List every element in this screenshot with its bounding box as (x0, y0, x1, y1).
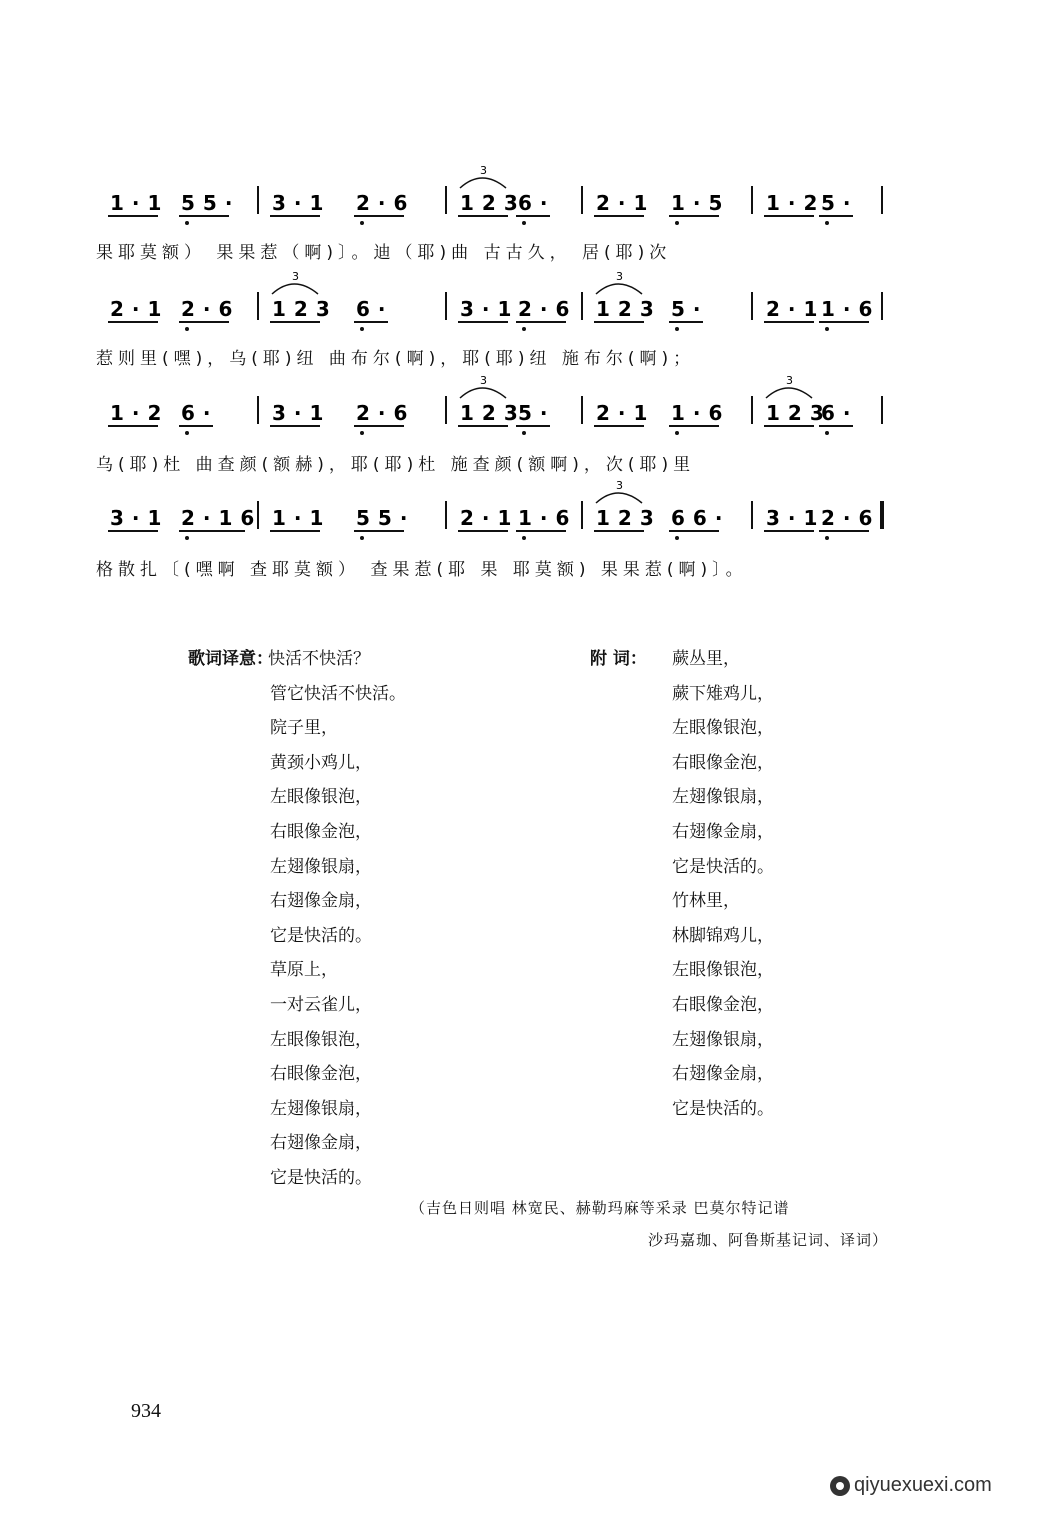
lyric-line-1: 果耶莫额） 果果惹（啊)〕。迪（耶)曲 古古久， 居(耶)次 (96, 243, 672, 263)
triplet-slur (596, 284, 642, 294)
appendix-line: 竹林里， (672, 891, 740, 912)
translation-line: 它是快活的。 (270, 1168, 372, 1188)
translation-line: 左翅像银扇， (270, 856, 372, 877)
triplet-slur (460, 178, 506, 188)
octave-dot (825, 327, 829, 331)
note-group: 1·5 (671, 191, 731, 215)
triplet-mark: 3 (292, 270, 299, 283)
translation-heading: 歌词译意： (188, 649, 273, 669)
note-group: 2·6 (181, 297, 241, 321)
note-group: 123 (596, 506, 662, 530)
watermark-logo-icon (830, 1476, 850, 1496)
triplet-mark: 3 (786, 374, 793, 387)
translation-line: 快活不快活？ (268, 649, 370, 669)
translation-line: 草原上， (270, 960, 338, 981)
appendix-line: 它是快活的。 (672, 856, 774, 877)
watermark-text: qiyuexuexi.com (854, 1474, 992, 1496)
note-group: 3·1 (766, 506, 826, 530)
note-group: 55· (356, 506, 416, 530)
octave-dot (675, 536, 679, 540)
octave-dot (185, 327, 189, 331)
triplet-mark: 3 (480, 374, 487, 387)
note-group: 2·1 (596, 401, 656, 425)
note-group: 3·1 (272, 191, 332, 215)
octave-dot (360, 327, 364, 331)
note-group: 123 (272, 297, 338, 321)
octave-dot (522, 221, 526, 225)
triplet-slur (596, 493, 642, 503)
note-group: 1·1 (272, 506, 332, 530)
credits-line-1: （吉色日则唱 林宽民、赫勒玛麻等采录 巴莫尔特记谱 (410, 1199, 790, 1217)
note-group: 1·6 (671, 401, 731, 425)
note-group: 1·6 (518, 506, 578, 530)
appendix-line: 左翅像银扇， (672, 1029, 774, 1050)
note-group: 6· (356, 297, 394, 321)
translation-line: 左眼像银泡， (270, 787, 372, 808)
octave-dot (522, 536, 526, 540)
note-group: 2·6 (821, 506, 881, 530)
note-group: 1·6 (821, 297, 881, 321)
appendix-line: 蕨丛里， (672, 649, 740, 669)
octave-dot (675, 431, 679, 435)
appendix-line: 左眼像银泡， (672, 718, 774, 739)
note-group: 2·1 (766, 297, 826, 321)
translation-line: 右眼像金泡， (270, 1064, 372, 1085)
note-group: 123 (766, 401, 832, 425)
note-group: 2·1 (110, 297, 170, 321)
triplet-mark: 3 (480, 164, 487, 177)
appendix-line: 蕨下雉鸡儿， (672, 683, 774, 704)
octave-dot (360, 431, 364, 435)
watermark (830, 1474, 992, 1497)
appendix-line: 右眼像金泡， (672, 995, 774, 1015)
note-group: 2·1 (596, 191, 656, 215)
page-number: 934 (131, 1400, 161, 1422)
octave-dot (825, 536, 829, 540)
note-group: 6· (821, 401, 859, 425)
translation-line: 左翅像银扇， (270, 1098, 372, 1119)
triplet-slur (460, 388, 506, 398)
appendix-line: 林脚锦鸡儿， (672, 925, 774, 946)
note-group: 6· (181, 401, 219, 425)
translation-line: 院子里， (270, 718, 338, 739)
note-group: 55· (181, 191, 241, 215)
note-group: 2·16 (181, 506, 263, 530)
note-group: 1·2 (766, 191, 826, 215)
note-group: 6· (518, 191, 556, 215)
octave-dot (360, 221, 364, 225)
note-group: 5· (821, 191, 859, 215)
note-group: 66· (671, 506, 731, 530)
lyric-line-3: 乌(耶)杜 曲查颜(额赫)，耶(耶)杜 施查颜(额啊)，次(耶)里 (96, 455, 696, 475)
octave-dot (522, 431, 526, 435)
translation-line: 右眼像金泡， (270, 822, 372, 842)
note-group: 1·1 (110, 191, 170, 215)
octave-dot (825, 431, 829, 435)
note-group: 5· (671, 297, 709, 321)
appendix-line: 右翅像金扇， (672, 822, 774, 842)
triplet-slur (272, 284, 318, 294)
translation-line: 管它快活不快活。 (270, 683, 406, 704)
appendix-line: 左翅像银扇， (672, 787, 774, 808)
note-group: 3·1 (272, 401, 332, 425)
note-group: 123 (460, 191, 526, 215)
translation-line: 黄颈小鸡儿， (270, 752, 372, 773)
translation-line: 左眼像银泡， (270, 1029, 372, 1050)
translation-line: 右翅像金扇， (270, 1133, 372, 1154)
translation-line: 右翅像金扇， (270, 891, 372, 912)
octave-dot (825, 221, 829, 225)
octave-dot (675, 221, 679, 225)
octave-dot (360, 536, 364, 540)
appendix-line: 右翅像金扇， (672, 1064, 774, 1085)
triplet-slur (766, 388, 812, 398)
appendix-line: 它是快活的。 (672, 1098, 774, 1119)
note-group: 3·1 (110, 506, 170, 530)
octave-dot (185, 221, 189, 225)
note-group: 2·1 (460, 506, 520, 530)
note-group: 2·6 (356, 401, 416, 425)
octave-dot (185, 536, 189, 540)
note-group: 2·6 (356, 191, 416, 215)
lyric-line-4: 格散扎〔(嘿啊 查耶莫额） 查果惹(耶 果 耶莫额) 果果惹(啊)〕。 (96, 560, 748, 580)
note-group: 1·2 (110, 401, 170, 425)
lyric-line-2: 惹则里(嘿)，乌(耶)纽 曲布尔(啊)，耶(耶)纽 施布尔(啊)； (96, 349, 696, 369)
note-group: 5· (518, 401, 556, 425)
octave-dot (185, 431, 189, 435)
note-group: 123 (596, 297, 662, 321)
note-group: 2·6 (518, 297, 578, 321)
note-group: 3·1 (460, 297, 520, 321)
octave-dot (522, 327, 526, 331)
note-group: 123 (460, 401, 526, 425)
appendix-line: 右眼像金泡， (672, 752, 774, 773)
appendix-heading: 附 词： (590, 649, 647, 669)
numbered-notation-score (0, 0, 1054, 600)
octave-dot (675, 327, 679, 331)
triplet-mark: 3 (616, 270, 623, 283)
translation-line: 它是快活的。 (270, 925, 372, 946)
appendix-line: 左眼像银泡， (672, 960, 774, 981)
credits-line-2: 沙玛嘉珈、阿鲁斯基记词、译词） (648, 1231, 889, 1249)
translation-line: 一对云雀儿， (270, 995, 372, 1015)
triplet-mark: 3 (616, 479, 623, 492)
